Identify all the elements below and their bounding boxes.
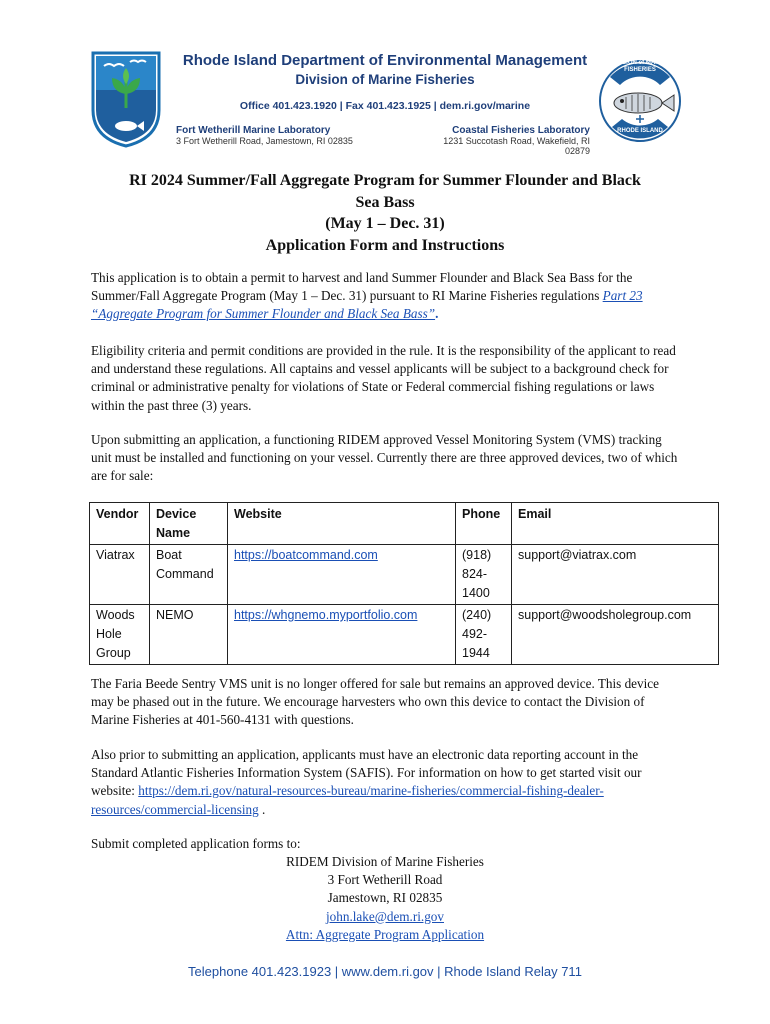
title-line-3: (May 1 – Dec. 31) bbox=[325, 215, 445, 232]
website-link[interactable]: https://whgnemo.myportfolio.com bbox=[234, 608, 418, 622]
footer-contact: Telephone 401.423.1923 | www.dem.ri.gov | Rhode Island Relay 711 bbox=[188, 964, 582, 979]
intro-text: This application is to obtain a permit to harvest and land Summer Flounder and Black Sea Bass for the Summer/Fall Aggregate Program (May 1 – Dec. 31) pursuant to RI Marine Fisheries regulations bbox=[91, 270, 633, 304]
table-row bbox=[90, 605, 719, 665]
lab-left bbox=[176, 125, 353, 146]
intro-end: . bbox=[435, 306, 439, 322]
document-title bbox=[90, 170, 680, 256]
device-cell: Boat Command bbox=[150, 545, 228, 605]
regulation-link[interactable]: Part 23 “Aggregate Program for Summer Flounder and Black Sea Bass” bbox=[91, 288, 643, 322]
address-line-3: Jamestown, RI 02835 bbox=[327, 890, 443, 906]
vendor-cell: Viatrax bbox=[90, 545, 150, 605]
licensing-link[interactable]: https://dem.ri.gov/natural-resources-bureau/marine-fisheries/commercial-fishing-dealer-resources/commercial-licensing bbox=[91, 783, 604, 817]
col-email: Email bbox=[512, 503, 719, 545]
address-line-2: 3 Fort Wetherill Road bbox=[327, 872, 443, 888]
attn-line[interactable]: Attn: Aggregate Program Application bbox=[285, 926, 485, 942]
submit-intro: Submit completed application forms to: bbox=[91, 836, 301, 851]
contact-email-link[interactable]: john.lake@dem.ri.gov bbox=[326, 908, 444, 924]
table-row bbox=[90, 545, 719, 605]
vms-paragraph: Upon submitting an application, a functioning RIDEM approved Vessel Monitoring System (VMS) tracking unit must be installed and functioning on your vessel. Currently there are three approved devices, two of which are for sale: bbox=[91, 432, 678, 484]
seal-bottom-text: RHODE ISLAND bbox=[617, 128, 663, 134]
title-line-4: Application Form and Instructions bbox=[265, 236, 505, 254]
col-phone: Phone bbox=[456, 503, 512, 545]
seal-top-text: DIVISION of MARINE FISHERIES bbox=[610, 60, 670, 73]
col-vendor: Vendor bbox=[90, 503, 150, 545]
intro-paragraph bbox=[91, 269, 681, 324]
title-line-2: Sea Bass bbox=[355, 193, 415, 211]
lab-right bbox=[420, 125, 590, 156]
phone-cell: (240) 492-1944 bbox=[456, 605, 512, 665]
office-contact-line: Office 401.423.1920 | Fax 401.423.1925 | dem.ri.gov/marine bbox=[239, 100, 531, 112]
col-website: Website bbox=[228, 503, 456, 545]
address-line-1: RIDEM Division of Marine Fisheries bbox=[286, 854, 484, 869]
mailing-address bbox=[0, 853, 770, 944]
vms-vendor-table bbox=[89, 502, 719, 665]
device-cell: NEMO bbox=[150, 605, 228, 665]
org-title: Rhode Island Department of Environmental Management bbox=[182, 52, 588, 69]
website-link[interactable]: https://boatcommand.com bbox=[234, 548, 378, 562]
email-cell: support@woodsholegroup.com bbox=[512, 605, 719, 665]
lab-left-name: Fort Wetherill Marine Laboratory bbox=[176, 125, 331, 136]
eligibility-paragraph: Eligibility criteria and permit conditions are provided in the rule. It is the responsibility of the applicant to read and understand these regulations. All captains and vessel applicants will be subject to a background check for criminal or administrative penalty for violations of State or Federal commercial fishing regulations or laws within the past three (3) years. bbox=[91, 343, 676, 413]
safis-paragraph bbox=[91, 746, 681, 819]
table-header-row bbox=[90, 503, 719, 545]
phone-cell: (918) 824-1400 bbox=[456, 545, 512, 605]
col-device-name: Device Name bbox=[150, 503, 228, 545]
safis-text: Also prior to submitting an application, applicants must have an electronic data reporting account in the Standard Atlantic Fisheries Information System (SAFIS). For information on how to get started visit our website: bbox=[91, 747, 642, 799]
faria-paragraph: The Faria Beede Sentry VMS unit is no longer offered for sale but remains an approved device. This device may be phased out in the future. We encourage harvesters who own this device to contact the Division of Marine Fisheries at 401-560-4131 with questions. bbox=[91, 676, 660, 728]
lab-right-name: Coastal Fisheries Laboratory bbox=[452, 125, 590, 136]
lab-right-address: 1231 Succotash Road, Wakefield, RI 02879 bbox=[443, 136, 590, 156]
email-cell: support@viatrax.com bbox=[512, 545, 719, 605]
division-name: Division of Marine Fisheries bbox=[295, 72, 475, 87]
lab-left-address: 3 Fort Wetherill Road, Jamestown, RI 02835 bbox=[176, 136, 353, 146]
vendor-cell: Woods Hole Group bbox=[90, 605, 150, 665]
safis-end: . bbox=[258, 801, 266, 817]
title-line-1: RI 2024 Summer/Fall Aggregate Program for Summer Flounder and Black bbox=[129, 172, 641, 189]
